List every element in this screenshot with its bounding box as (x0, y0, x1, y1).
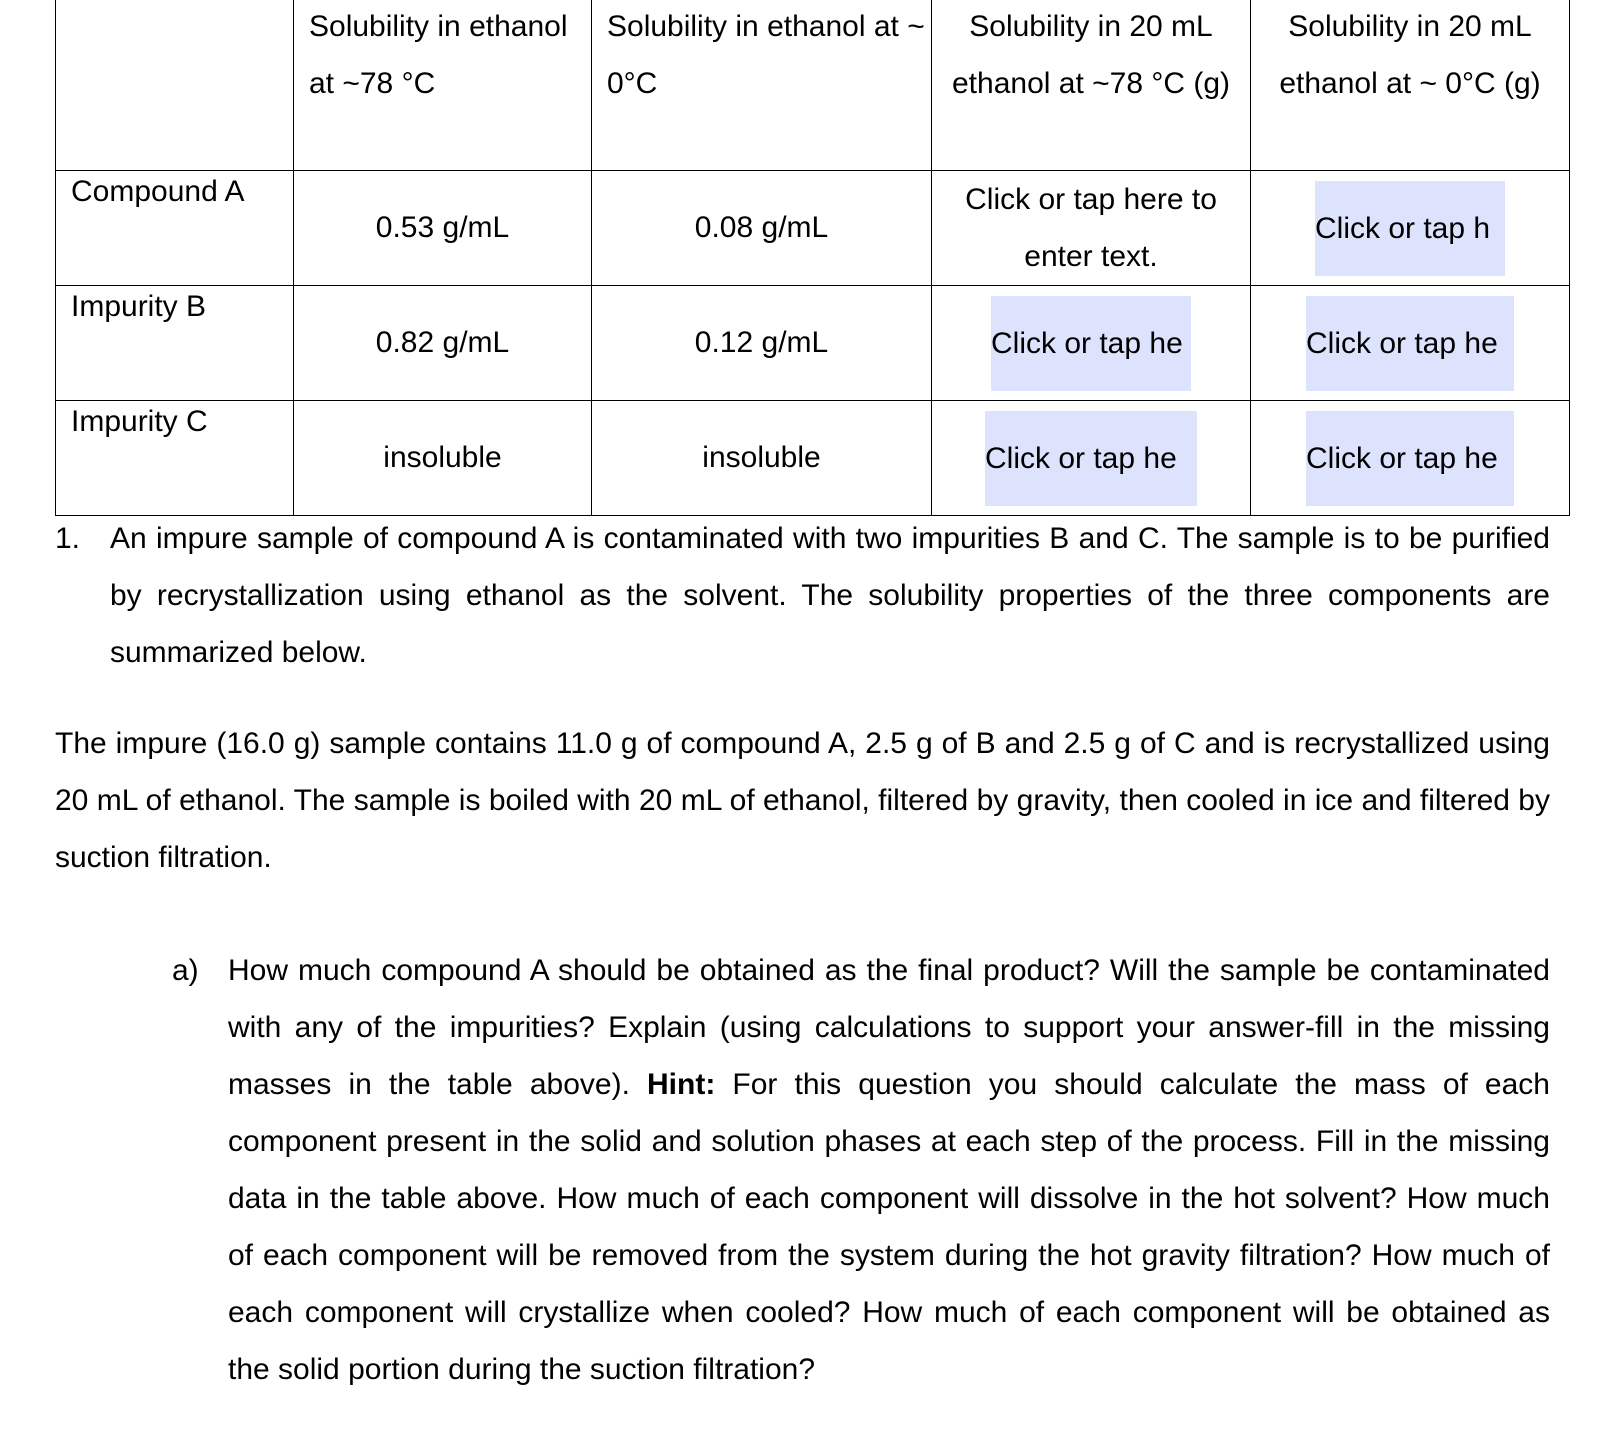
cell-solubility-hot: insoluble (294, 401, 592, 516)
table-row (56, 171, 1570, 286)
question-a-label: a) (172, 954, 199, 987)
text-entry-field-a-cold[interactable]: Click or tap h (1315, 181, 1505, 276)
solubility-table (55, 0, 1570, 516)
text-entry-field-b-cold[interactable]: Click or tap he (1306, 296, 1514, 391)
cell-solubility-hot: 0.82 g/mL (294, 286, 592, 401)
cell-mass-hot (932, 286, 1251, 401)
question-number: 1. (55, 522, 81, 555)
header-mass-hot: Solubility in 20 mL ethanol at ~78 °C (g) (932, 0, 1251, 171)
header-solubility-cold: Solubility in ethanol at ~ 0°C (592, 0, 932, 171)
row-label-compound-a: Compound A (56, 171, 294, 286)
cell-mass-cold (1251, 401, 1570, 516)
header-empty-cell (56, 0, 294, 171)
cell-solubility-cold: 0.12 g/mL (592, 286, 932, 401)
row-label-impurity-b: Impurity B (56, 286, 294, 401)
table-header-row (56, 0, 1570, 171)
header-solubility-hot: Solubility in ethanol at ~78 °C (294, 0, 592, 171)
sample-description-paragraph: The impure (16.0 g) sample contains 11.0 g of compound A, 2.5 g of B and 2.5 g of C and is recrystallized using 20 mL of ethanol. The sample is boiled with 20 mL of ethanol, filtered by gravity, then cooled in ice and filtered by suction filtration. (55, 727, 1550, 874)
text-entry-field-c-cold[interactable]: Click or tap he (1306, 411, 1514, 506)
question-a-text-part2: For this question you should calculate the mass of each component present in the solid and solution phases at each step of the process. Fill in the missing data in the table above. How much of each component will dissolve in the hot solvent? How much of each component will be removed from the system during the hot gravity filtration? How much of each component will crystallize when cooled? How much of each component will be obtained as the solid portion during the suction filtration? (228, 1068, 1550, 1386)
cell-mass-hot (932, 401, 1251, 516)
question-a-text-part1: How much compound A should be obtained as the final product? Will the sample be contaminated with any of the impurities? Explain (using calculations to support your answer-fill in the missing masses in the table above). (228, 954, 1550, 1101)
hint-label: Hint: (647, 1068, 716, 1101)
row-label-impurity-c: Impurity C (56, 401, 294, 516)
text-entry-field-c-hot[interactable]: Click or tap he (985, 411, 1197, 506)
cell-solubility-cold: insoluble (592, 401, 932, 516)
text-entry-field-a-hot[interactable]: Click or tap here to enter text. (965, 183, 1217, 273)
question-1 (55, 510, 1550, 681)
question-a-text (228, 942, 1550, 1398)
question-a (172, 942, 1550, 1398)
table-row (56, 286, 1570, 401)
cell-solubility-hot: 0.53 g/mL (294, 171, 592, 286)
question-1-text: An impure sample of compound A is contaminated with two impurities B and C. The sample is to be purified by recrystallization using ethanol as the solvent. The solubility properties of the three components are summarized below. (110, 522, 1550, 669)
cell-mass-hot (932, 171, 1251, 286)
text-entry-field-b-hot[interactable]: Click or tap he (991, 296, 1191, 391)
table-row (56, 401, 1570, 516)
cell-mass-cold (1251, 286, 1570, 401)
cell-mass-cold (1251, 171, 1570, 286)
cell-solubility-cold: 0.08 g/mL (592, 171, 932, 286)
header-mass-cold: Solubility in 20 mL ethanol at ~ 0°C (g) (1251, 0, 1570, 171)
